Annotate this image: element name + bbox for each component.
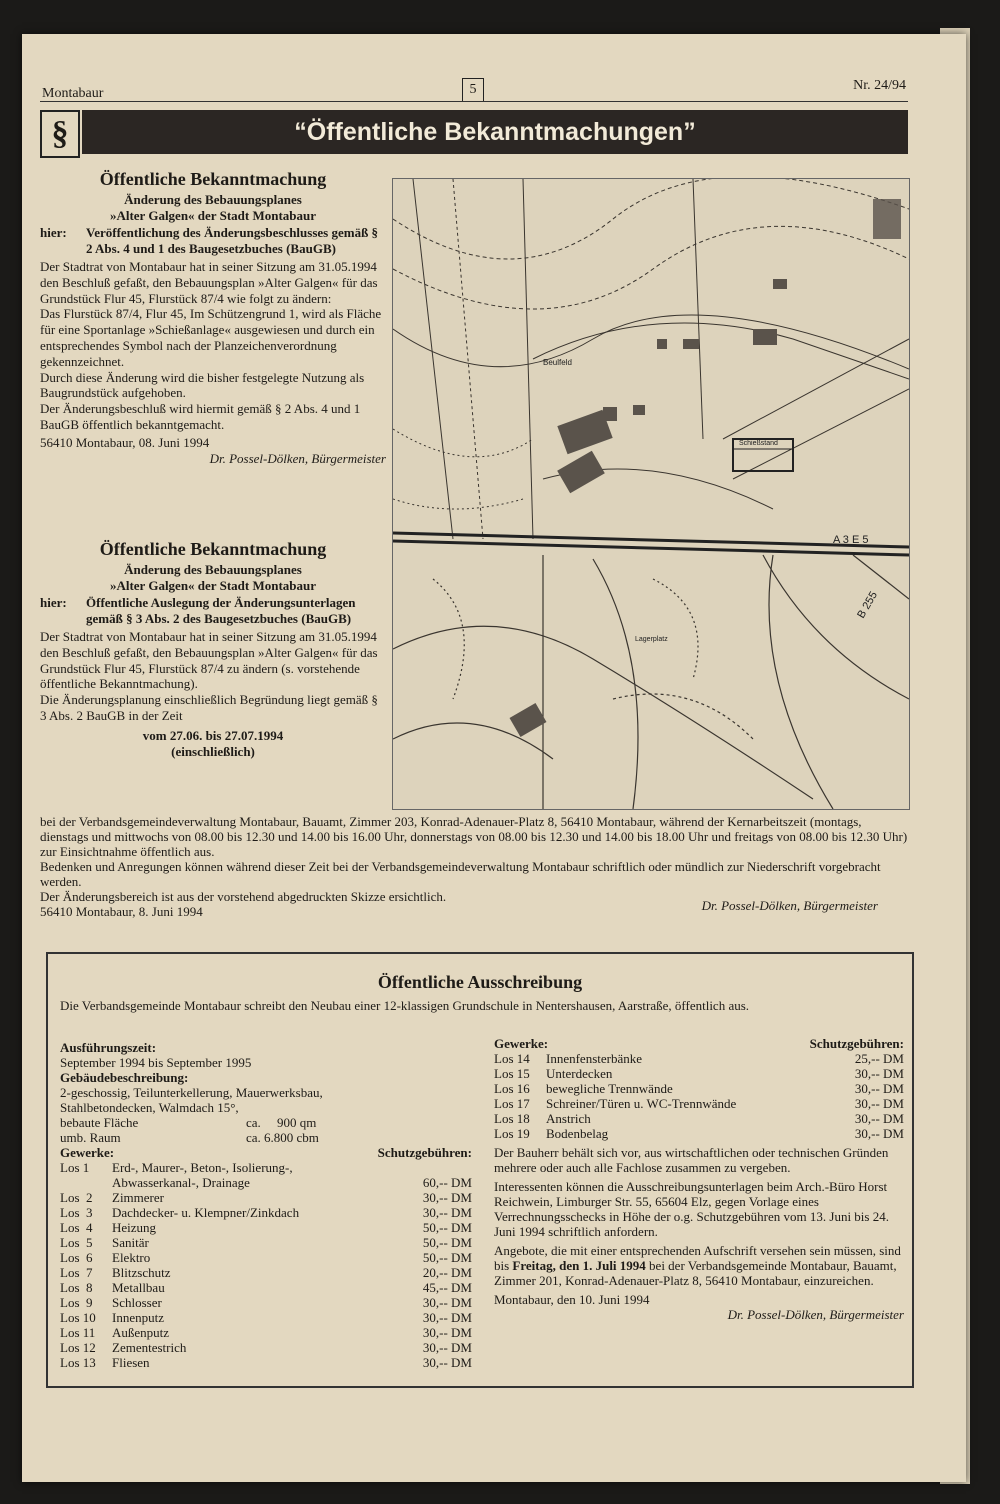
notice-2-body2: Die Änderungsplanung einschließlich Begründung liegt gemäß § 3 Abs. 2 BauGB in der Zeit bbox=[40, 692, 378, 723]
header-rule bbox=[40, 101, 908, 102]
tender-signature: Dr. Possel-Dölken, Bürgermeister bbox=[727, 1307, 904, 1322]
lot-name: Schlosser bbox=[112, 1295, 162, 1310]
lot-fee: 50,-- DM bbox=[422, 1235, 472, 1250]
lot-name: Zimmerer bbox=[112, 1190, 164, 1205]
lot-fee: 50,-- DM bbox=[422, 1250, 472, 1265]
lot-row bbox=[60, 1295, 472, 1310]
lot-row bbox=[60, 1190, 472, 1205]
lot-fee: 20,-- DM bbox=[422, 1265, 472, 1280]
notice-2-full3: Der Änderungsbereich ist aus der vorstehend abgedruckten Skizze ersichtlich. bbox=[40, 889, 447, 904]
map-label-area1: Beulfeld bbox=[543, 358, 572, 367]
map-label-road: B 255 bbox=[855, 589, 880, 621]
lot-row bbox=[60, 1250, 472, 1265]
notice-2-continuation bbox=[40, 814, 912, 920]
lot-name: Anstrich bbox=[546, 1111, 591, 1126]
area-label: bebaute Fläche bbox=[60, 1115, 139, 1130]
lot-row bbox=[60, 1175, 472, 1190]
notice-1-body3: Durch diese Änderung wird die bisher festgelegte Nutzung als Baugrundstück aufgehoben. bbox=[40, 369, 365, 401]
lot-number: Los 16 bbox=[494, 1081, 530, 1096]
lot-number: Los 12 bbox=[60, 1340, 96, 1355]
lot-row bbox=[60, 1235, 472, 1250]
paragraph-icon: § bbox=[40, 110, 80, 158]
notice-2-full1: bei der Verbandsgemeindeverwaltung Montabaur, Bauamt, Zimmer 203, Konrad-Adenauer-Platz 8, 56410 Montabaur, während der Kernarbeitszeit (montags, dienstags und mittwochs von 08.00 bis 12.30 und 14.00 bis 16.00 Uhr, donnerstags von 08.00 bis 12.30 und 14.00 bis 18.00 Uhr und freitags von 08.00 bis 12.30 Uhr) zur Einsichtnahme öffentlich aus. bbox=[40, 814, 908, 859]
area-value: ca. 900 qm bbox=[246, 1115, 317, 1130]
tender-right-column bbox=[494, 1036, 904, 1322]
lot-name: Erd-, Maurer-, Beton-, Isolierung-, bbox=[112, 1160, 293, 1175]
notice-2-period: vom 27.06. bis 27.07.1994 bbox=[142, 727, 284, 743]
hier-text: Veröffentlichung des Änderungsbeschlusses gemäß § 2 Abs. 4 und 1 des Baugesetzbuches (BauGB) bbox=[86, 225, 379, 257]
lot-fee: 30,-- DM bbox=[854, 1066, 904, 1081]
lot-number: Los 2 bbox=[60, 1190, 93, 1205]
lot-row bbox=[60, 1325, 472, 1340]
lot-fee bbox=[397, 1160, 472, 1175]
lot-number: Los 4 bbox=[60, 1220, 93, 1235]
trades-label: Gewerke: bbox=[60, 1145, 115, 1160]
trades-label-right: Gewerke: bbox=[494, 1036, 549, 1051]
lot-row bbox=[494, 1126, 904, 1141]
tender-documents: Interessenten können die Ausschreibungsunterlagen beim Arch.-Büro Horst Reichwein, Limburger Str. 55, 65604 Elz, gegen Vorlage eines Verrechnungsschecks in Höhe der o.g. Schutzgebühren vom 13. Juni bis 24. Juni 1994 schriftlich anfordern. bbox=[494, 1179, 889, 1239]
lot-name: Abwasserkanal-, Drainage bbox=[112, 1175, 250, 1190]
lot-name: Zementestrich bbox=[112, 1340, 187, 1355]
tender-left-column bbox=[60, 1040, 472, 1370]
lot-number: Los 18 bbox=[494, 1111, 530, 1126]
lot-fee: 30,-- DM bbox=[422, 1205, 472, 1220]
lot-row bbox=[494, 1081, 904, 1096]
page-number: 5 bbox=[462, 78, 484, 102]
lot-name: Unterdecken bbox=[546, 1066, 613, 1081]
lot-name: Innenfensterbänke bbox=[546, 1051, 643, 1066]
notice-2-period2: (einschließlich) bbox=[171, 743, 255, 759]
notice-1-title: Öffentliche Bekanntmachung bbox=[99, 169, 327, 189]
building-line-1: 2-geschossig, Teilunterkellerung, Mauerwerksbau, bbox=[60, 1085, 323, 1100]
notice-1-sub1: Änderung des Bebauungsplanes bbox=[124, 191, 302, 207]
deadline-date: Freitag, den 1. Juli 1994 bbox=[512, 1258, 646, 1273]
lot-number: Los 9 bbox=[60, 1295, 93, 1310]
lot-number: Los 3 bbox=[60, 1205, 93, 1220]
site-map-drawing bbox=[393, 179, 909, 809]
hier-label: hier: bbox=[40, 225, 67, 241]
notice-2-body: Der Stadtrat von Montabaur hat in seiner Sitzung am 31.05.1994 den Beschluß gefaßt, den Bebauungsplan »Alter Galgen« für das Grundstück Flur 45, Flurstück 87/4 zu ändern (s. vorstehende öffentliche Bekanntmachung). bbox=[40, 628, 378, 692]
lot-name: Bodenbelag bbox=[546, 1126, 609, 1141]
lots-table-right bbox=[494, 1051, 904, 1141]
notice-1 bbox=[40, 169, 386, 466]
building-line-2: Stahlbetondecken, Walmdach 15°, bbox=[60, 1100, 239, 1115]
lot-row bbox=[494, 1096, 904, 1111]
section-banner: “Öffentliche Bekanntmachungen” bbox=[82, 110, 908, 154]
deadline-text-1: Angebote, die mit einer entsprechenden Aufschrift versehen sein müssen, sind bis bbox=[494, 1243, 901, 1273]
lot-name: Schreiner/Türen u. WC-Trennwände bbox=[546, 1096, 737, 1111]
notice-2-sub1: Änderung des Bebauungsplanes bbox=[124, 561, 302, 577]
notice-2 bbox=[40, 539, 386, 759]
notice-2-signature: Dr. Possel-Dölken, Bürgermeister bbox=[701, 898, 878, 913]
tender-reserve: Der Bauherr behält sich vor, aus wirtschaftlichen oder technischen Gründen mehrere oder auch alle Fachlose zusammen zu vergeben. bbox=[494, 1145, 889, 1175]
lot-fee: 30,-- DM bbox=[422, 1340, 472, 1355]
lot-fee: 30,-- DM bbox=[422, 1310, 472, 1325]
lot-row bbox=[60, 1280, 472, 1295]
lot-name: Dachdecker- u. Klempner/Zinkdach bbox=[112, 1205, 300, 1220]
tender-title: Öffentliche Ausschreibung bbox=[377, 972, 583, 992]
lot-fee: 60,-- DM bbox=[422, 1175, 472, 1190]
exec-label: Ausführungszeit: bbox=[60, 1040, 157, 1055]
map-label-area2: Schießstand bbox=[739, 440, 778, 447]
building-label: Gebäudebeschreibung: bbox=[60, 1070, 189, 1085]
lot-number: Los 6 bbox=[60, 1250, 93, 1265]
lot-fee: 50,-- DM bbox=[422, 1220, 472, 1235]
lot-row bbox=[494, 1111, 904, 1126]
lot-name: Fliesen bbox=[112, 1355, 150, 1370]
lot-number: Los 5 bbox=[60, 1235, 93, 1250]
lot-name: Außenputz bbox=[112, 1325, 170, 1340]
lot-fee: 25,-- DM bbox=[854, 1051, 904, 1066]
exec-value: September 1994 bis September 1995 bbox=[60, 1055, 252, 1070]
lot-row bbox=[60, 1340, 472, 1355]
deadline-text-2: bei der Verbandsgemeinde Montabaur, Bauamt, Zimmer 201, Konrad-Adenauer-Platz 8, 56410 Montabaur, einzureichen. bbox=[494, 1258, 897, 1288]
lot-name: Blitzschutz bbox=[112, 1265, 171, 1280]
lot-row bbox=[60, 1205, 472, 1220]
lot-number: Los 1 bbox=[60, 1160, 90, 1175]
lot-row bbox=[60, 1220, 472, 1235]
notice-1-body: Der Stadtrat von Montabaur hat in seiner Sitzung am 31.05.1994 den Beschluß gefaßt, den Bebauungsplan »Alter Galgen« für das Grundstück Flur 45, Flurstück 87/4 wie folgt zu ändern: bbox=[40, 258, 378, 306]
lot-number: Los 19 bbox=[494, 1126, 530, 1141]
room-value: ca. 6.800 cbm bbox=[246, 1130, 319, 1145]
hier-label: hier: bbox=[40, 595, 67, 611]
site-map bbox=[392, 178, 910, 810]
lot-number: Los 15 bbox=[494, 1066, 530, 1081]
map-label-area3: Lagerplatz bbox=[635, 636, 668, 643]
header-right: Nr. 24/94 bbox=[853, 78, 906, 93]
fees-label: Schutzgebühren: bbox=[377, 1145, 472, 1160]
notice-1-sub2: »Alter Galgen« der Stadt Montabaur bbox=[109, 207, 317, 223]
lots-table-left bbox=[60, 1160, 472, 1370]
notice-1-hier bbox=[40, 225, 386, 257]
fees-label-right: Schutzgebühren: bbox=[809, 1036, 904, 1051]
lot-name: Heizung bbox=[112, 1220, 157, 1235]
tender-date: Montabaur, den 10. Juni 1994 bbox=[494, 1292, 650, 1307]
room-label: umb. Raum bbox=[60, 1130, 121, 1145]
lot-name: Innenputz bbox=[112, 1310, 164, 1325]
lot-row bbox=[494, 1066, 904, 1081]
notice-2-sub2: »Alter Galgen« der Stadt Montabaur bbox=[109, 577, 317, 593]
lot-row bbox=[60, 1310, 472, 1325]
lot-fee: 30,-- DM bbox=[422, 1190, 472, 1205]
lot-fee: 30,-- DM bbox=[854, 1111, 904, 1126]
lot-number bbox=[60, 1175, 112, 1190]
lot-name: Metallbau bbox=[112, 1280, 165, 1295]
notice-2-hier bbox=[40, 595, 386, 627]
lot-number: Los 11 bbox=[60, 1325, 96, 1340]
lot-number: Los 7 bbox=[60, 1265, 93, 1280]
tender-deadline bbox=[494, 1243, 904, 1288]
lot-fee: 30,-- DM bbox=[854, 1126, 904, 1141]
lot-name: Elektro bbox=[112, 1250, 151, 1265]
lot-name: Sanitär bbox=[112, 1235, 149, 1250]
lot-name: bewegliche Trennwände bbox=[546, 1081, 673, 1096]
lot-fee: 45,-- DM bbox=[422, 1280, 472, 1295]
tender-intro: Die Verbandsgemeinde Montabaur schreibt den Neubau einer 12-klassigen Grundschule in Nentershausen, Aarstraße, öffentlich aus. bbox=[60, 998, 750, 1013]
lot-number: Los 17 bbox=[494, 1096, 530, 1111]
tender-box bbox=[46, 952, 914, 1388]
lot-number: Los 14 bbox=[494, 1051, 530, 1066]
map-label-highway: A 3 E 5 bbox=[833, 534, 869, 546]
lot-row bbox=[60, 1265, 472, 1280]
lot-number: Los 10 bbox=[60, 1310, 96, 1325]
lot-fee: 30,-- DM bbox=[422, 1295, 472, 1310]
header-left: Montabaur bbox=[42, 86, 104, 101]
notice-2-full2: Bedenken und Anregungen können während dieser Zeit bei der Verbandsgemeindeverwaltung Montabaur schriftlich oder mündlich zur Niederschrift vorgebracht werden. bbox=[40, 859, 881, 889]
lot-fee: 30,-- DM bbox=[854, 1096, 904, 1111]
notice-1-signature: Dr. Possel-Dölken, Bürgermeister bbox=[209, 450, 386, 466]
notice-1-body2: Das Flurstück 87/4, Flur 45, Im Schützengrund 1, wird als Fläche für eine Sportanlage »Schießanlage« ausgewiesen und durch ein entsprechendes Symbol nach der Planzeichenverordnung gekennzeichnet. bbox=[40, 306, 382, 369]
notice-2-title: Öffentliche Bekanntmachung bbox=[99, 539, 327, 559]
lot-fee: 30,-- DM bbox=[422, 1325, 472, 1340]
hier-text: Öffentliche Auslegung der Änderungsunterlagen gemäß § 3 Abs. 2 des Baugesetzbuches (BauGB) bbox=[86, 595, 356, 627]
notice-2-date: 56410 Montabaur, 8. Juni 1994 bbox=[40, 904, 203, 919]
notice-1-date: 56410 Montabaur, 08. Juni 1994 bbox=[40, 434, 210, 450]
lot-row bbox=[494, 1051, 904, 1066]
lot-row bbox=[60, 1160, 472, 1175]
lot-fee: 30,-- DM bbox=[422, 1355, 472, 1370]
lot-fee: 30,-- DM bbox=[854, 1081, 904, 1096]
lot-number: Los 13 bbox=[60, 1355, 96, 1370]
notice-1-body4: Der Änderungsbeschluß wird hiermit gemäß § 2 Abs. 4 und 1 BauGB öffentlich bekanntgemacht. bbox=[40, 401, 361, 432]
lot-number: Los 8 bbox=[60, 1280, 93, 1295]
lot-row bbox=[60, 1355, 472, 1370]
